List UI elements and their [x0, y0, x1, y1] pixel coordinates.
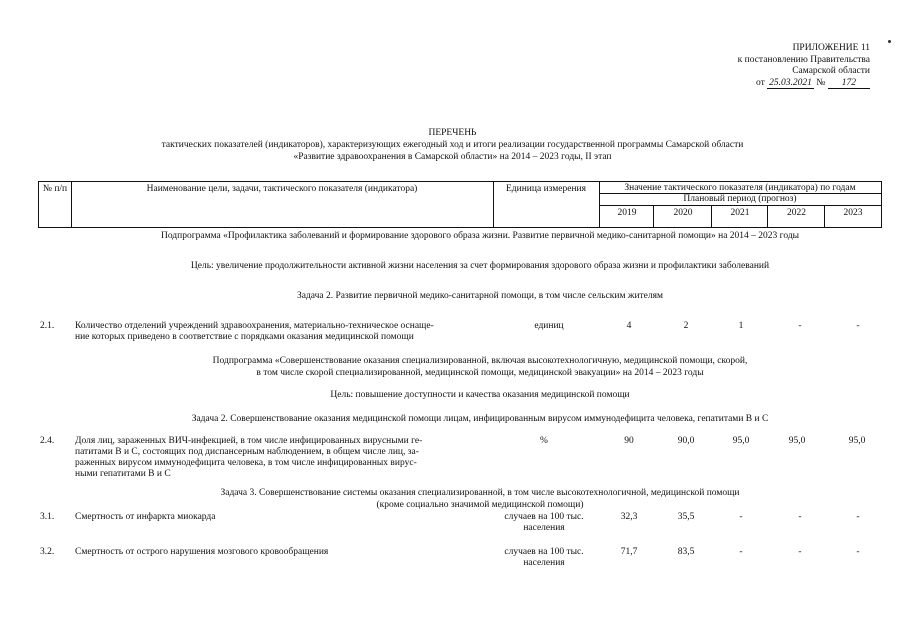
subprogram-2-line2: в том числе скорой специализированной, медицинской помощи, медицинской эвакуации» на 2014 – 2023 годы — [256, 368, 704, 378]
row-name-line: Смертность от инфаркта миокарда — [75, 512, 216, 522]
table-header — [38, 181, 882, 228]
year-divider — [767, 205, 768, 227]
header-year: 2021 — [730, 208, 750, 218]
row-value-2020: 90,0 — [677, 436, 695, 446]
header-year: 2022 — [787, 208, 806, 218]
task-3-line1: Задача 3. Совершенствование системы оказания специализированной, в том числе высокотехнологичной, медицинской помощи — [220, 488, 740, 498]
row-num: 2.1. — [40, 321, 55, 331]
row-value-2023: 95,0 — [848, 436, 866, 446]
row-value-2020: 35,5 — [677, 512, 695, 522]
row-value-2022: - — [798, 547, 802, 557]
col-divider — [71, 182, 72, 227]
row-divider — [599, 205, 881, 206]
row-value-2019: 71,7 — [620, 547, 638, 557]
row-value-2021: 1 — [738, 321, 744, 331]
header-unit: Единица измерения — [506, 184, 586, 194]
row-value-2019: 4 — [626, 321, 632, 331]
appendix-resolution: к постановлению Правительства — [737, 54, 870, 65]
row-unit: случаев на 100 тыс. — [504, 512, 584, 522]
header-plan-period: Плановый период (прогноз) — [683, 194, 797, 204]
header-year: 2023 — [843, 208, 863, 218]
row-unit: % — [540, 436, 548, 446]
row-unit: населения — [523, 523, 565, 533]
header-year: 2019 — [617, 208, 637, 218]
year-divider — [824, 205, 825, 227]
row-unit: случаев на 100 тыс. — [504, 547, 584, 557]
task-2: Задача 2. Совершенствование оказания медицинской помощи лицам, инфицированным вирусом иммунодефицита человека, гепатитами В и С — [191, 414, 769, 424]
task-1: Задача 2. Развитие первичной медико-санитарной помощи, в том числе сельским жителям — [296, 291, 664, 301]
subprogram-1: Подпрограмма «Профилактика заболеваний и формирование здорового образа жизни. Развитие первичной медико-санитарной помощи» на 2014 – 2023 годы — [160, 231, 800, 241]
row-name-line: ными гепатитами В и С — [75, 469, 171, 479]
row-value-2022: 95,0 — [788, 436, 806, 446]
row-name-line: Количество отделений учреждений здравоохранения, материально-техническое оснаще- — [75, 321, 434, 331]
row-num: 3.2. — [40, 547, 55, 557]
number-prefix: № — [816, 77, 826, 88]
row-name-line: Доля лиц, зараженных ВИЧ-инфекцией, в том числе инфицированных вирусными ге- — [75, 436, 423, 446]
date-value: 25.03.2021 — [769, 77, 812, 88]
row-num: 3.1. — [40, 512, 55, 522]
subprogram-2-line1: Подпрограмма «Совершенствование оказания специализированной, включая высокотехнологичную, медицинской помощи, скорой, — [212, 356, 748, 366]
col-divider — [493, 182, 494, 227]
header-name: Наименование цели, задачи, тактического показателя (индикатора) — [146, 184, 418, 194]
row-value-2021: - — [739, 547, 743, 557]
row-value-2020: 83,5 — [677, 547, 695, 557]
date-prefix: от — [756, 77, 765, 88]
row-unit: единиц — [534, 321, 564, 331]
task-3-line2: (кроме социально значимой медицинской помощи) — [376, 500, 584, 510]
row-value-2022: - — [798, 321, 802, 331]
row-num: 2.4. — [40, 436, 55, 446]
row-name-line: раженных вирусом иммунодефицита человека, в том числе инфицированных вирус- — [75, 458, 417, 468]
row-value-2023: - — [856, 512, 860, 522]
row-value-2021: 95,0 — [732, 436, 750, 446]
appendix-date-line — [690, 78, 870, 90]
row-value-2023: - — [856, 321, 860, 331]
row-name-line: ние которых приведено в соответствие с порядками оказания медицинской помощи — [75, 332, 414, 342]
appendix-title: ПРИЛОЖЕНИЕ 11 — [792, 43, 870, 53]
goal-2: Цель: повышение доступности и качества оказания медицинской помощи — [330, 390, 630, 400]
year-divider — [653, 205, 654, 227]
row-value-2019: 90 — [624, 436, 634, 446]
number-value: 172 — [828, 78, 870, 89]
row-name-line: Смертность от острого нарушения мозгового кровообращения — [75, 547, 329, 557]
header-year: 2020 — [673, 208, 693, 218]
appendix-block — [690, 43, 870, 89]
row-value-2023: - — [856, 547, 860, 557]
header-value-group: Значение тактического показателя (индикатора) по годам — [624, 183, 856, 193]
header-num: № п/п — [42, 184, 68, 194]
goal-1: Цель: увеличение продолжительности активной жизни населения за счет формирования здорового образа жизни и профилактики заболеваний — [190, 261, 770, 271]
row-value-2021: - — [739, 512, 743, 522]
row-value-2022: - — [798, 512, 802, 522]
document-subtitle-2: «Развитие здравоохранения в Самарской области» на 2014 – 2023 годы, II этап — [293, 152, 612, 162]
row-unit: населения — [523, 558, 565, 568]
scan-speck — [888, 40, 891, 43]
document-heading: ПЕРЕЧЕНЬ — [428, 128, 477, 138]
row-name-line: патитами В и С, состоящих под диспансерным наблюдением, в общем числе лиц, за- — [75, 447, 419, 457]
appendix-region: Самарской области — [792, 66, 870, 76]
year-divider — [711, 205, 712, 227]
row-value-2019: 32,3 — [620, 512, 638, 522]
document-subtitle-1: тактических показателей (индикаторов), характеризующих ежегодный ход и итоги реализации государственной программы Самарской области — [161, 140, 744, 150]
row-value-2020: 2 — [683, 321, 689, 331]
